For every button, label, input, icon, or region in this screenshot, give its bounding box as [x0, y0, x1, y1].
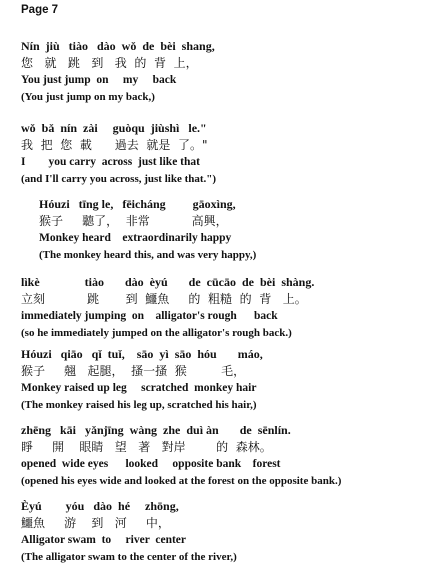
page-number: Page 7 [21, 4, 59, 16]
translation-line: (The monkey raised his leg up, scratched his hair,) [21, 399, 257, 411]
gloss-line: immediately jumping on alligator's rough back [21, 310, 278, 322]
gloss-line: Monkey heard extraordinarily happy [39, 232, 232, 244]
verse-block [21, 38, 425, 106]
translation-line: (The monkey heard this, and was very happy,) [39, 249, 257, 261]
translation-line: (The alligator swam to the center of the river,) [21, 551, 237, 563]
chinese-line: 立刻 跳 到 鱷魚 的 粗糙 的 背 上。 [21, 292, 307, 306]
pinyin-line: Hóuzi tīng le, fēicháng gāoxìng, [39, 197, 236, 211]
gloss-line: I you carry across just like that [21, 156, 200, 168]
gloss-line: opened wide eyes looked opposite bank forest [21, 458, 281, 470]
pinyin-line: lìkè tiào dào èyú de cūcāo de bèi shàng. [21, 275, 315, 289]
translation-line: (opened his eyes wide and looked at the forest on the opposite bank.) [21, 475, 342, 487]
translation-line: (and I'll carry you across, just like that.") [21, 173, 217, 185]
verse-block [21, 498, 425, 566]
translation-line: (so he immediately jumped on the alligator's rough back.) [21, 327, 292, 339]
chinese-line: 睜 開 眼睛 望 著 對岸 的 森林。 [21, 440, 272, 454]
pinyin-line: wǒ bǎ nín zài guòqu jiùshì le." [21, 121, 207, 135]
gloss-line: Monkey raised up leg scratched monkey hair [21, 382, 257, 394]
pinyin-line: Èyú yóu dào hé zhōng, [21, 499, 179, 513]
chinese-line: 猴子 聽了， 非常 高興， [39, 214, 228, 228]
verse-block [21, 422, 425, 490]
pinyin-line: Hóuzi qiāo qǐ tuǐ, sāo yì sāo hóu máo, [21, 347, 263, 361]
verse-block [21, 274, 425, 342]
verse-block [21, 120, 425, 188]
gloss-line: Alligator swam to river center [21, 534, 186, 546]
chinese-line: 您 就 跳 到 我 的 背 上， [21, 56, 198, 70]
translation-line: (You just jump on my back,) [21, 91, 155, 103]
gloss-line: You just jump on my back [21, 74, 177, 86]
chinese-line: 鱷魚 游 到 河 中， [21, 516, 170, 530]
pinyin-line: Nín jiù tiào dào wǒ de bèi shang, [21, 39, 215, 53]
verse-block [39, 196, 425, 264]
verse-block [21, 346, 425, 414]
pinyin-line: zhēng kāi yǎnjīng wàng zhe duì àn de sēnlín. [21, 423, 291, 437]
chinese-line: 我 把 您 載 過去 就是 了。" [21, 138, 208, 152]
chinese-line: 猴子 翹 起腿， 搔一搔 猴 毛， [21, 364, 246, 378]
